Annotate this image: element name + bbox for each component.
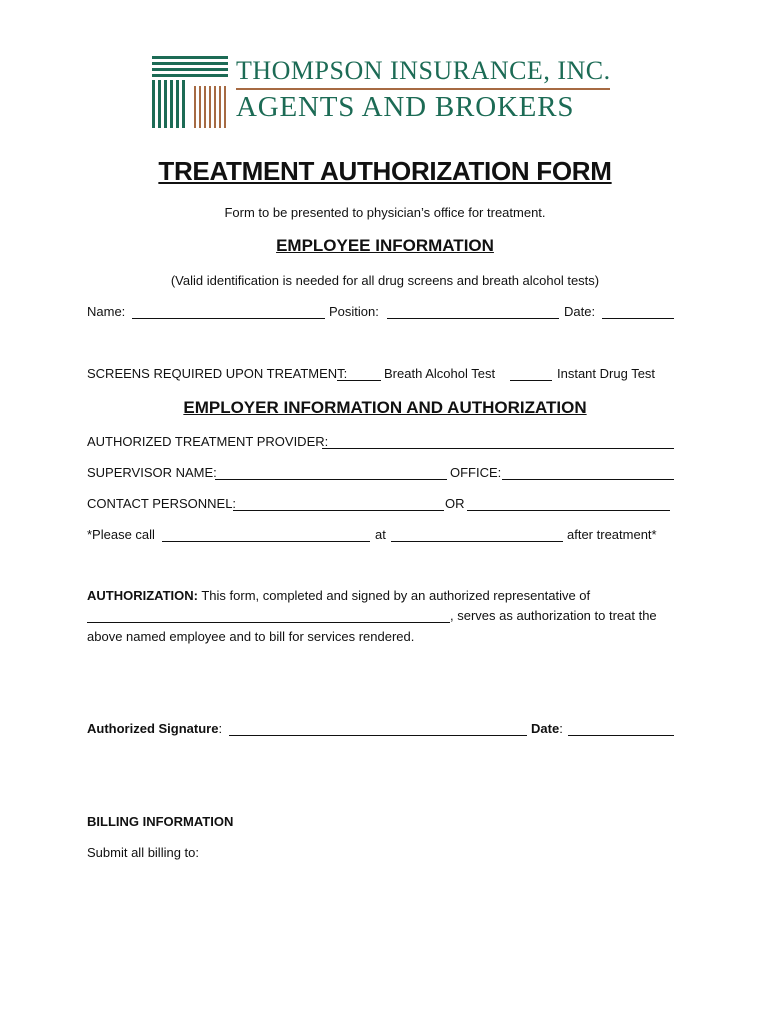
please-call-label: *Please call	[87, 527, 155, 542]
sig-date-colon: :	[559, 721, 563, 736]
contact-label: CONTACT PERSONNEL:	[87, 496, 237, 511]
company-tagline: AGENTS AND BROKERS	[236, 91, 575, 123]
call-number-field[interactable]	[391, 541, 563, 542]
office-field[interactable]	[502, 479, 674, 480]
signature-label-group	[87, 721, 222, 736]
employee-section-heading: EMPLOYEE INFORMATION	[276, 236, 494, 255]
breath-alcohol-check-field[interactable]	[337, 380, 381, 381]
authorization-text2: , serves as authorization to treat the	[450, 608, 657, 623]
supervisor-label: SUPERVISOR NAME:	[87, 465, 217, 480]
authorization-text1: This form, completed and signed by an authorized representative of	[201, 588, 591, 603]
company-representative-field[interactable]	[87, 622, 450, 623]
sig-date-label-group	[531, 721, 563, 736]
position-field[interactable]	[387, 318, 559, 319]
breath-alcohol-label: Breath Alcohol Test	[384, 366, 496, 381]
provider-field[interactable]	[322, 448, 674, 449]
form-subtitle: Form to be presented to physician’s office for treatment.	[224, 205, 546, 220]
authorization-label: AUTHORIZATION:	[87, 588, 198, 603]
date-field[interactable]	[602, 318, 674, 319]
position-label: Position:	[329, 304, 379, 319]
call-person-field[interactable]	[162, 541, 370, 542]
at-label: at	[375, 527, 386, 542]
provider-label: AUTHORIZED TREATMENT PROVIDER:	[87, 434, 329, 449]
date-label: Date:	[564, 304, 596, 319]
sig-date-label: Date	[531, 721, 560, 736]
sig-date-field[interactable]	[568, 735, 674, 736]
form-title: TREATMENT AUTHORIZATION FORM	[158, 156, 612, 186]
logo-divider	[236, 88, 610, 90]
company-name: THOMPSON INSURANCE, INC.	[236, 56, 611, 85]
office-label: OFFICE:	[450, 465, 502, 480]
or-label: OR	[445, 496, 465, 511]
signature-colon: :	[218, 721, 223, 736]
signature-label: Authorized Signature	[87, 721, 219, 736]
employee-id-note: (Valid identification is needed for all drug screens and breath alcohol tests)	[170, 273, 600, 288]
name-label: Name:	[87, 304, 126, 319]
name-field[interactable]	[132, 318, 325, 319]
billing-heading: BILLING INFORMATION	[87, 814, 234, 829]
billing-submit-label: Submit all billing to:	[87, 845, 199, 860]
instant-drug-check-field[interactable]	[510, 380, 552, 381]
contact-alt-field[interactable]	[467, 510, 670, 511]
screens-required-label: SCREENS REQUIRED UPON TREATMENT:	[87, 366, 348, 381]
supervisor-field[interactable]	[215, 479, 447, 480]
company-logo-mark	[150, 54, 230, 129]
authorization-text-line1	[87, 588, 590, 603]
authorization-text3: above named employee and to bill for services rendered.	[87, 629, 415, 644]
signature-field[interactable]	[229, 735, 527, 736]
contact-field[interactable]	[233, 510, 444, 511]
after-treatment-label: after treatment*	[567, 527, 657, 542]
instant-drug-label: Instant Drug Test	[557, 366, 656, 381]
employer-section-heading: EMPLOYER INFORMATION AND AUTHORIZATION	[183, 398, 587, 417]
company-logo	[150, 54, 620, 132]
